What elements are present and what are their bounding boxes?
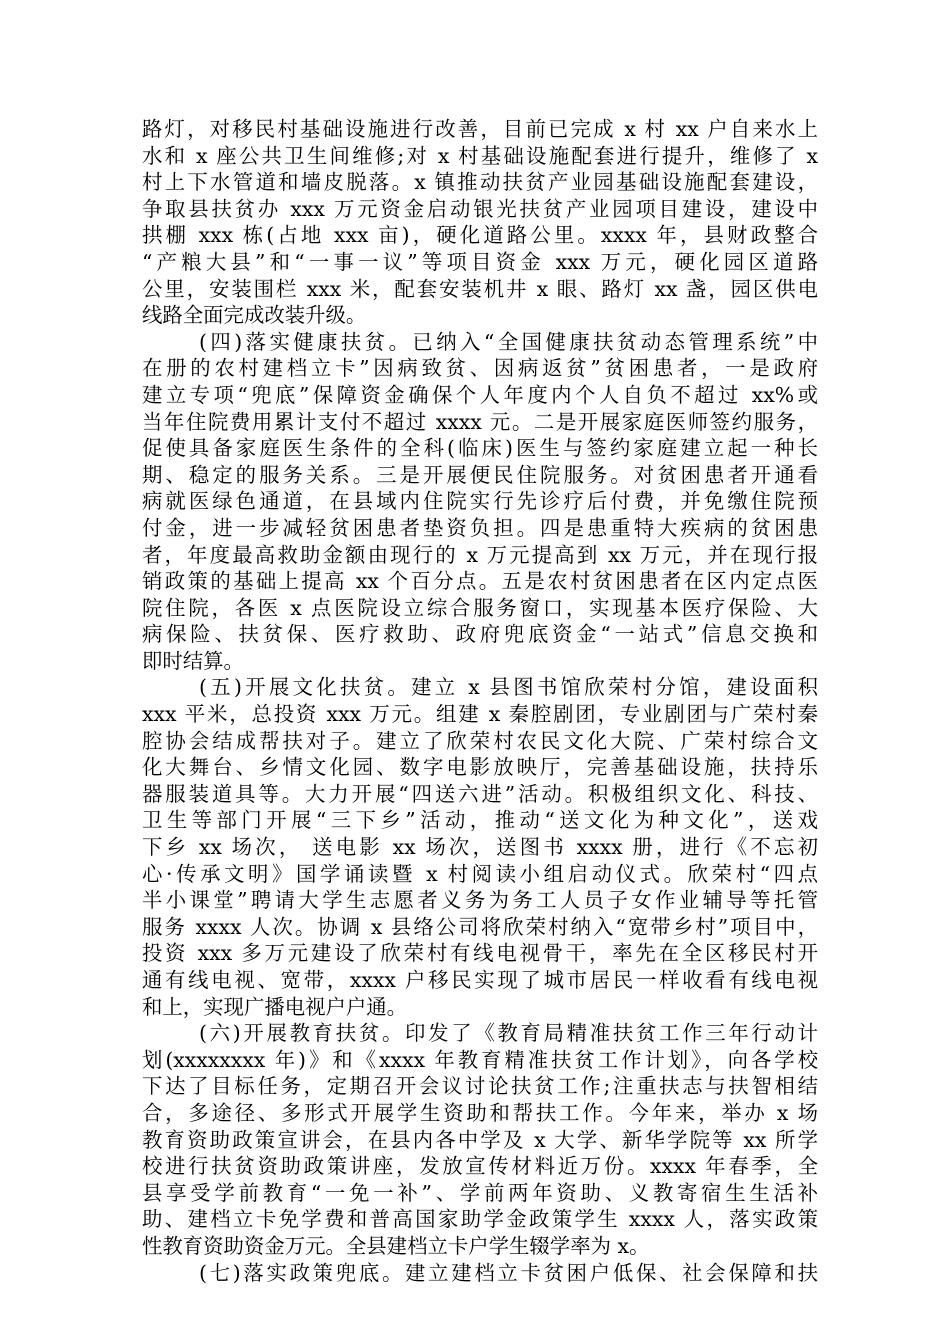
text-line: 病保险、扶贫保、医疗救助、政府兜底资金“一站式”信息交换和 <box>142 622 818 647</box>
text-line: 化大舞台、乡情文化园、数字电影放映厅，完善基础设施，扶持乐 <box>142 755 818 780</box>
text-line: 卫生等部门开展“三下乡”活动，推动“送文化为种文化”，送戏 <box>142 808 818 833</box>
text-line: 腔协会结成帮扶对子。建立了欣荣村农民文化大院、广荣村综合文 <box>142 728 818 753</box>
text-line: 路灯，对移民村基础设施进行改善，目前已完成 x 村 xx 户自来水上 <box>142 117 818 141</box>
text-line: 拱棚 xxx 栋(占地 xxx 亩)，硬化道路公里。xxxx 年，县财政整合 <box>142 223 818 248</box>
text-line: 线路全面完成改装升级。 <box>142 303 367 328</box>
text-line: 付金，进一步减轻贫困患者垫资负担。四是患重特大疾病的贫困患 <box>142 515 818 540</box>
text-line: xxx 平米，总投资 xxx 万元。组建 x 秦腔剧团，专业剧团与广荣村秦 <box>142 702 818 727</box>
text-line: 和上，实现广播电视户户通。 <box>142 994 408 1019</box>
text-line: 者，年度最高救助金额由现行的 x 万元提高到 xx 万元，并在现行报 <box>142 542 818 567</box>
paragraph-first-line: (五)开展文化扶贫。建立 x 县图书馆欣荣村分馆，建设面积 <box>199 675 818 700</box>
text-line: 院住院，各医 x 点医院设立综合服务窗口，实现基本医疗保险、大 <box>142 595 818 620</box>
text-line: 通有线电视、宽带，xxxx 户移民实现了城市居民一样收看有线电视 <box>142 968 818 992</box>
text-line: 在册的农村建档立卡”因病致贫、因病返贫”贫困患者，一是政府 <box>142 356 818 381</box>
text-line: 半小课堂”聘请大学生志愿者义务为务工人员子女作业辅导等托管 <box>142 888 818 913</box>
document-body <box>142 116 818 1286</box>
text-line: 教育资助政策宣讲会，在县内各中学及 x 大学、新华学院等 xx 所学 <box>142 1127 818 1152</box>
text-line: “产粮大县”和“一事一议”等项目资金 xxx 万元，硬化园区道路 <box>142 249 818 274</box>
text-line: 公里，安装围栏 xxx 米，配套安装机井 x 眼、路灯 xx 盏，园区供电 <box>142 276 818 301</box>
paragraph-first-line: (六)开展教育扶贫。印发了《教育局精准扶贫工作三年行动计 <box>199 1021 818 1046</box>
text-line: 下达了目标任务，定期召开会议讨论扶贫工作;注重扶志与扶智相结 <box>142 1074 818 1099</box>
text-line: 器服装道具等。大力开展“四送六进”活动。积极组织文化、科技、 <box>142 781 818 806</box>
paragraph-first-line: (七)落实政策兜底。建立建档立卡贫困户低保、社会保障和扶 <box>199 1260 818 1285</box>
text-line: 病就医绿色通道，在县域内住院实行先诊疗后付费，并免缴住院预 <box>142 489 818 514</box>
paragraph-first-line: (四)落实健康扶贫。已纳入“全国健康扶贫动态管理系统”中 <box>199 329 818 354</box>
text-line: 划(xxxxxxxx 年)》和《xxxx 年教育精准扶贫工作计划》，向各学校 <box>142 1047 818 1072</box>
text-line: 争取县扶贫办 xxx 万元资金启动银光扶贫产业园项目建设，建设中 <box>142 196 818 221</box>
text-line: 下乡 xx 场次， 送电影 xx 场次，送图书 xxxx 册，进行《不忘初 <box>142 835 818 860</box>
text-line: 心·传承文明》国学诵读暨 x 村阅读小组启动仪式。欣荣村“四点 <box>142 861 818 886</box>
text-line: 建立专项“兜底”保障资金确保个人年度内个人自负不超过 xx%或 <box>142 382 818 407</box>
text-line: 即时结算。 <box>142 648 244 673</box>
text-line: 销政策的基础上提高 xx 个百分点。五是农村贫困患者在区内定点医 <box>142 569 818 594</box>
text-line: 水和 x 座公共卫生间维修;对 x 村基础设施配套进行提升，维修了 x <box>142 143 818 168</box>
text-line: 村上下水管道和墙皮脱落。x 镇推动扶贫产业园基础设施配套建设， <box>142 170 818 195</box>
text-line: 县享受学前教育“一免一补”、学前两年资助、义教寄宿生生活补 <box>142 1180 818 1205</box>
text-line: 校进行扶贫资助政策讲座，发放宣传材料近万份。xxxx 年春季，全 <box>142 1154 818 1179</box>
text-line: 期、稳定的服务关系。三是开展便民住院服务。对贫困患者开通看 <box>142 462 818 487</box>
text-line: 当年住院费用累计支付不超过 xxxx 元。二是开展家庭医师签约服务， <box>142 409 818 434</box>
text-line: 合，多途径、多形式开展学生资助和帮扶工作。今年来，举办 x 场 <box>142 1100 818 1125</box>
text-line: 投资 xxx 多万元建设了欣荣村有线电视骨干，率先在全区移民村开 <box>142 941 818 966</box>
text-line: 性教育资助资金万元。全县建档立卡户学生辍学率为 x。 <box>142 1233 650 1258</box>
text-line: 服务 xxxx 人次。协调 x 县络公司将欣荣村纳入“宽带乡村”项目中， <box>142 914 818 939</box>
text-line: 助、建档立卡免学费和普高国家助学金政策学生 xxxx 人，落实政策 <box>142 1207 818 1232</box>
text-line: 促使具备家庭医生条件的全科(临床)医生与签约家庭建立起一种长 <box>142 436 818 461</box>
